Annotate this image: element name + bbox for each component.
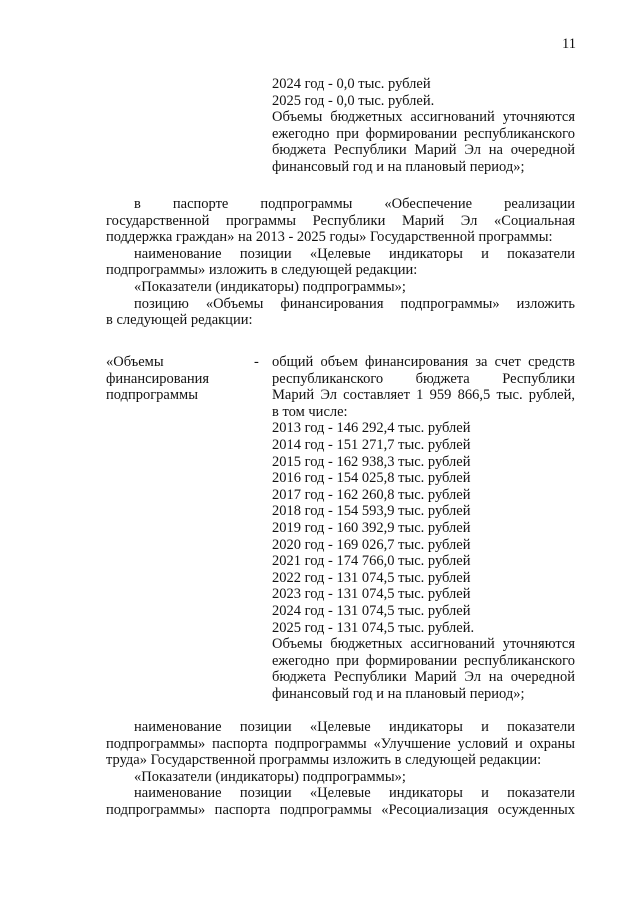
text-line: «Показатели (индикаторы) подпрограммы»; — [134, 278, 406, 295]
text-line: труда» Государственной программы изложить в следующей редакции: — [106, 752, 542, 769]
text-line: наименование позиции «Целевые индикаторы и показатели — [134, 719, 575, 735]
text-line: Марий Эл составляет 1 959 866,5 тыс. рублей, — [272, 387, 575, 404]
year-amount: 2015 год - 162 938,3 тыс. рублей — [272, 453, 471, 470]
year-amount: 2019 год - 160 392,9 тыс. рублей — [272, 519, 471, 536]
text-line: подпрограммы» изложить в следующей редакции: — [106, 262, 418, 279]
year-amount: 2020 год - 169 026,7 тыс. рублей — [272, 536, 471, 553]
financing-details — [272, 354, 575, 702]
text-line: финансовый год и на плановый период»; — [272, 685, 525, 702]
label-line: «Объемы — [106, 354, 164, 370]
text-line: ежегодно при формировании республиканского — [272, 125, 575, 142]
text-line: в следующей редакции: — [106, 312, 253, 329]
year-amount: 2016 год - 154 025,8 тыс. рублей — [272, 470, 471, 487]
text-line: государственной программы Республики Марий Эл «Социальная — [106, 212, 575, 229]
text-line: Объемы бюджетных ассигнований уточняются — [272, 109, 575, 126]
text-line: республиканского бюджета Республики — [272, 370, 575, 387]
year-amount: 2021 год - 174 766,0 тыс. рублей — [272, 553, 471, 570]
year-amount: 2025 год - 131 074,5 тыс. рублей. — [272, 619, 475, 636]
year-amount: 2013 год - 146 292,4 тыс. рублей — [272, 420, 471, 437]
text-line: позицию «Объемы финансирования подпрограммы» изложить — [134, 295, 575, 312]
text-line: 2025 год - 0,0 тыс. рублей. — [272, 92, 435, 109]
text-line: наименование позиции «Целевые индикаторы и показатели — [134, 245, 575, 262]
year-amount: 2017 год - 162 260,8 тыс. рублей — [272, 486, 471, 503]
passport-amendment-section — [106, 196, 575, 329]
text-line: «Показатели (индикаторы) подпрограммы»; — [134, 768, 406, 785]
text-line: ежегодно при формировании республиканского — [272, 652, 575, 669]
text-line: подпрограммы» паспорта подпрограммы «Ресоциализация осужденных — [106, 801, 575, 818]
financing-label — [106, 354, 256, 404]
text-line: Объемы бюджетных ассигнований уточняются — [272, 636, 575, 653]
year-amount: 2024 год - 131 074,5 тыс. рублей — [272, 602, 471, 619]
text-line: бюджета Республики Марий Эл на очередной — [272, 142, 575, 159]
year-amount: 2018 год - 154 593,9 тыс. рублей — [272, 503, 471, 520]
text-line: финансовый год и на плановый период»; — [272, 158, 525, 175]
text-line: в том числе: — [272, 403, 348, 420]
top-financing-continuation — [272, 76, 575, 176]
label-line: финансирования — [106, 370, 210, 387]
text-line: бюджета Республики Марий Эл на очередной — [272, 669, 575, 686]
text-line: поддержка граждан» на 2013 - 2025 годы» Государственной программы: — [106, 229, 553, 246]
text-line: подпрограммы» паспорта подпрограммы «Улучшение условий и охраны — [106, 735, 575, 752]
year-amount: 2022 год - 131 074,5 тыс. рублей — [272, 569, 471, 586]
text-line: наименование позиции «Целевые индикаторы и показатели — [134, 785, 575, 802]
year-amount: 2023 год - 131 074,5 тыс. рублей — [272, 586, 471, 603]
page-number: 11 — [562, 36, 576, 52]
label-line: подпрограммы — [106, 387, 198, 404]
text-line: в паспорте подпрограммы «Обеспечение реализации — [134, 196, 575, 212]
year-amount: 2014 год - 151 271,7 тыс. рублей — [272, 436, 471, 453]
label-dash: - — [254, 354, 259, 370]
text-line: 2024 год - 0,0 тыс. рублей — [272, 76, 431, 92]
labor-conditions-section — [106, 719, 575, 819]
text-line: общий объем финансирования за счет средств — [272, 354, 575, 370]
